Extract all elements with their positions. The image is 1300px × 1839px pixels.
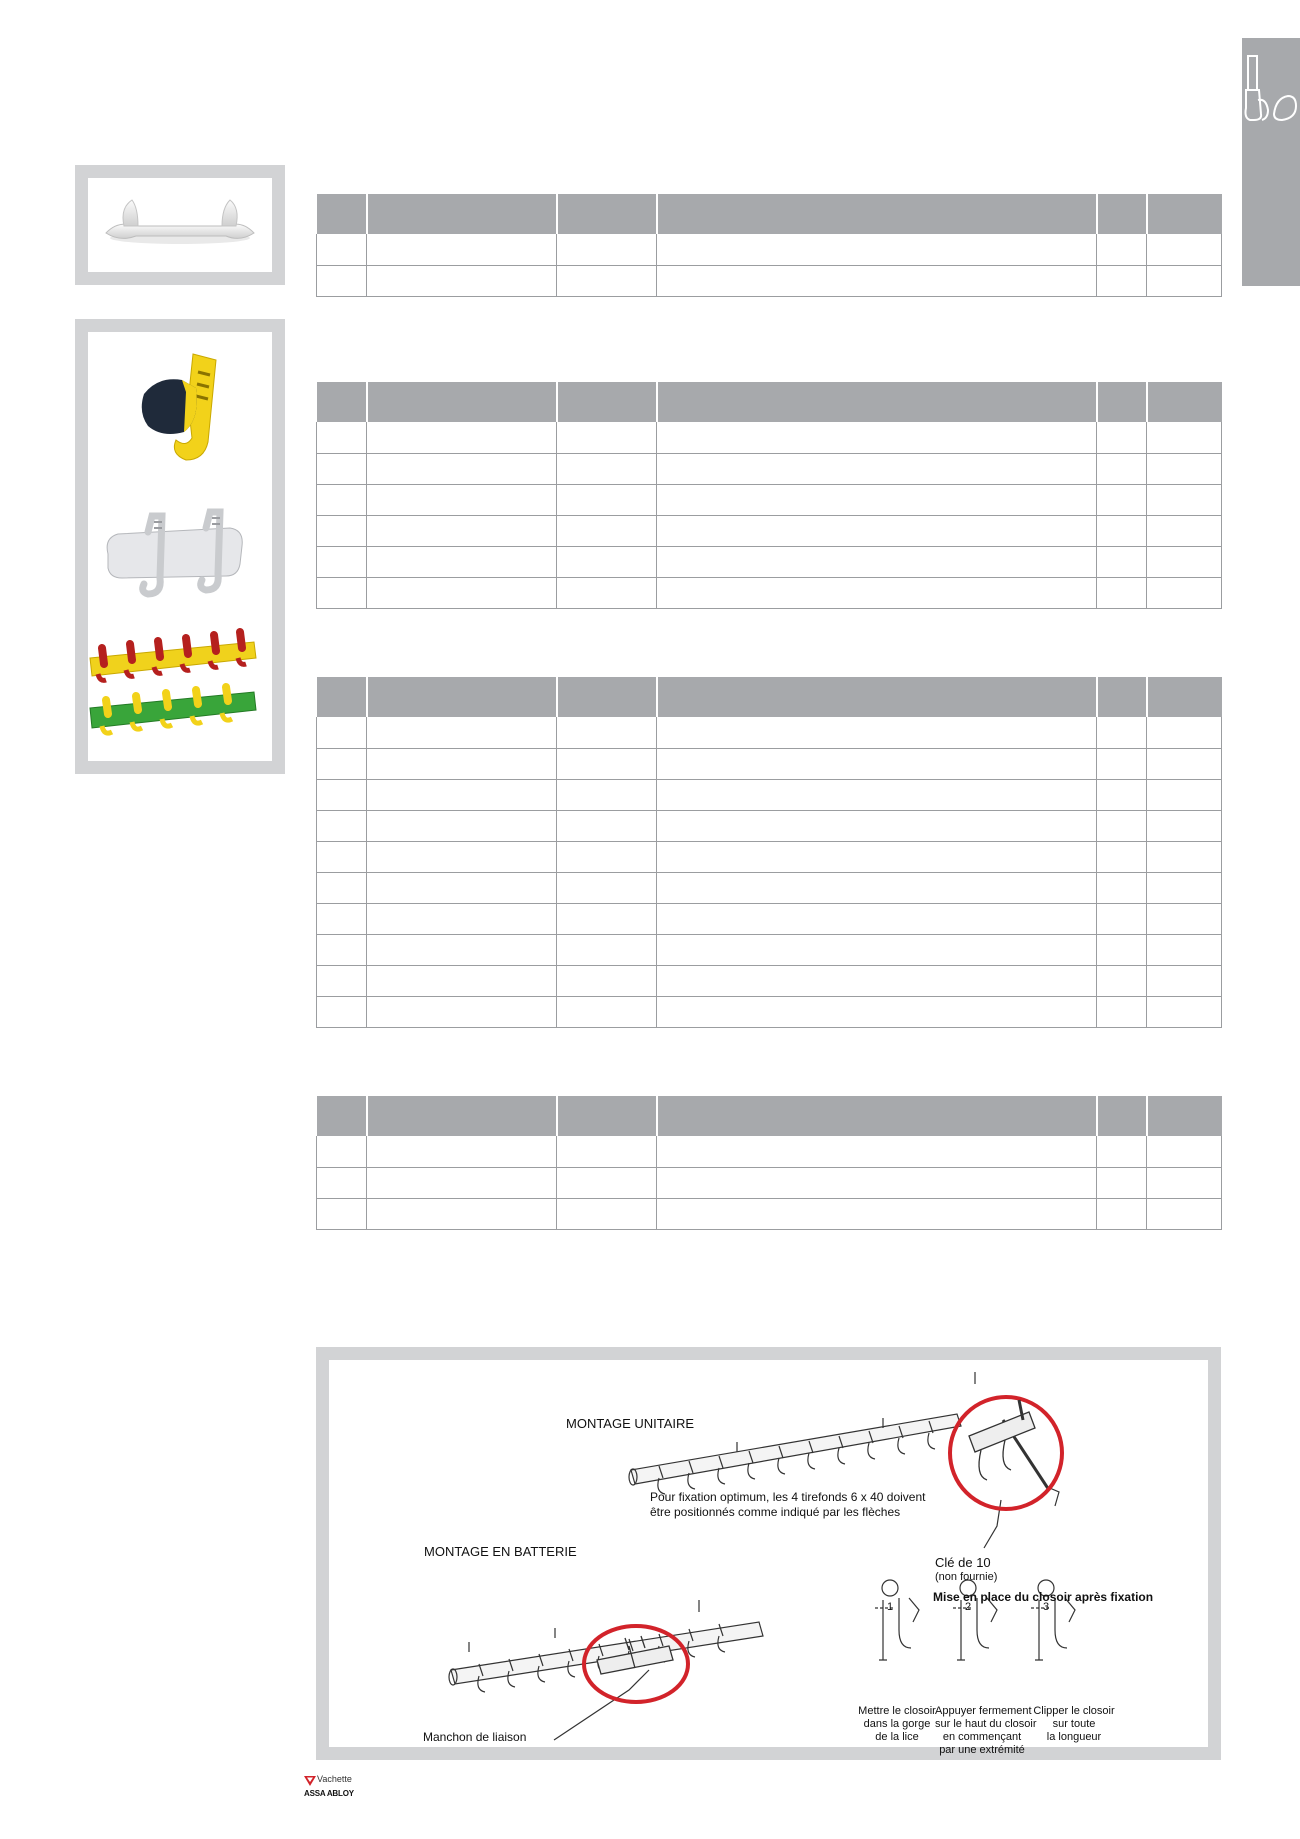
step-1-circle: [882, 1580, 898, 1596]
table-header: [317, 677, 1222, 717]
table-row: [317, 546, 1222, 577]
table-row: [317, 748, 1222, 779]
cle-label: Clé de 10: [935, 1555, 991, 1570]
manchon-label: Manchon de liaison: [423, 1730, 527, 1744]
table-row: [317, 872, 1222, 903]
product-table-3: [316, 677, 1222, 1028]
product-table-1: [316, 194, 1222, 297]
detail-fixation-drawing: [969, 1400, 1035, 1480]
table-header: [317, 194, 1222, 234]
coat-hook-category-icon: [1238, 52, 1300, 128]
table-row: [317, 1198, 1222, 1229]
closoir-step-1-drawing: [875, 1598, 919, 1660]
product-table-4: [316, 1096, 1222, 1230]
table-row: [317, 934, 1222, 965]
yellow-hook-image: [142, 354, 216, 460]
table-row: [317, 841, 1222, 872]
installation-diagram: [316, 1347, 1221, 1760]
product-table-2: [316, 382, 1222, 609]
closoir-title: Mise en place du closoir après fixation: [933, 1590, 1154, 1604]
product-thumbnail-double-hook: [75, 165, 285, 285]
fixation-note-line2: être positionnés comme indiqué par les flèches: [650, 1505, 901, 1519]
table-row: [317, 903, 1222, 934]
step-2-caption: Appuyer fermement sur le haut du closoir en commençant par une extrémité: [935, 1705, 1037, 1756]
step-2-number: 2: [964, 1601, 972, 1613]
fixation-note-line1: Pour fixation optimum, les 4 tirefonds 6 x 40 doivent: [650, 1490, 926, 1504]
table-row: [317, 779, 1222, 810]
table-row: [317, 453, 1222, 484]
table-row: [317, 484, 1222, 515]
closoir-step-2-drawing: [953, 1598, 997, 1660]
step-1-number: 1: [886, 1601, 894, 1613]
step-3-number: 3: [1042, 1601, 1050, 1613]
vachette-logo-icon: [304, 1776, 316, 1786]
white-rack-image: [107, 512, 242, 594]
montage-unitaire-label: MONTAGE UNITAIRE: [566, 1416, 695, 1431]
product-thumbnail-hooks-group: [75, 319, 285, 774]
group-name: ASSA ABLOY: [304, 1789, 354, 1798]
table-row: [317, 422, 1222, 453]
table-row: [317, 996, 1222, 1027]
table-header: [317, 382, 1222, 422]
table-row: [317, 717, 1222, 748]
table-row: [317, 965, 1222, 996]
step-3-caption: Clipper le closoir sur toute la longueur: [1033, 1705, 1115, 1743]
table-row: [317, 1136, 1222, 1167]
montage-batterie-label: MONTAGE EN BATTERIE: [424, 1544, 577, 1559]
table-row: [317, 810, 1222, 841]
cle-note: (non fournie): [935, 1571, 998, 1583]
yellow-rail-red-hooks-image: [90, 632, 256, 680]
table-row: [317, 577, 1222, 608]
double-hook-image: [88, 178, 272, 272]
table-row: [317, 515, 1222, 546]
closoir-step-3-drawing: [1031, 1598, 1075, 1660]
brand-name: Vachette: [317, 1774, 352, 1784]
table-row: [317, 1167, 1222, 1198]
table-row: [317, 234, 1222, 265]
hooks-group-image: [88, 332, 272, 761]
table-header: [317, 1096, 1222, 1136]
table-row: [317, 265, 1222, 296]
step-1-caption: Mettre le closoir dans la gorge de la lice: [858, 1705, 936, 1743]
brand-logo: [304, 1774, 384, 1810]
green-rail-yellow-hooks-image: [90, 687, 256, 733]
detail-circle-fixation: [950, 1397, 1062, 1509]
